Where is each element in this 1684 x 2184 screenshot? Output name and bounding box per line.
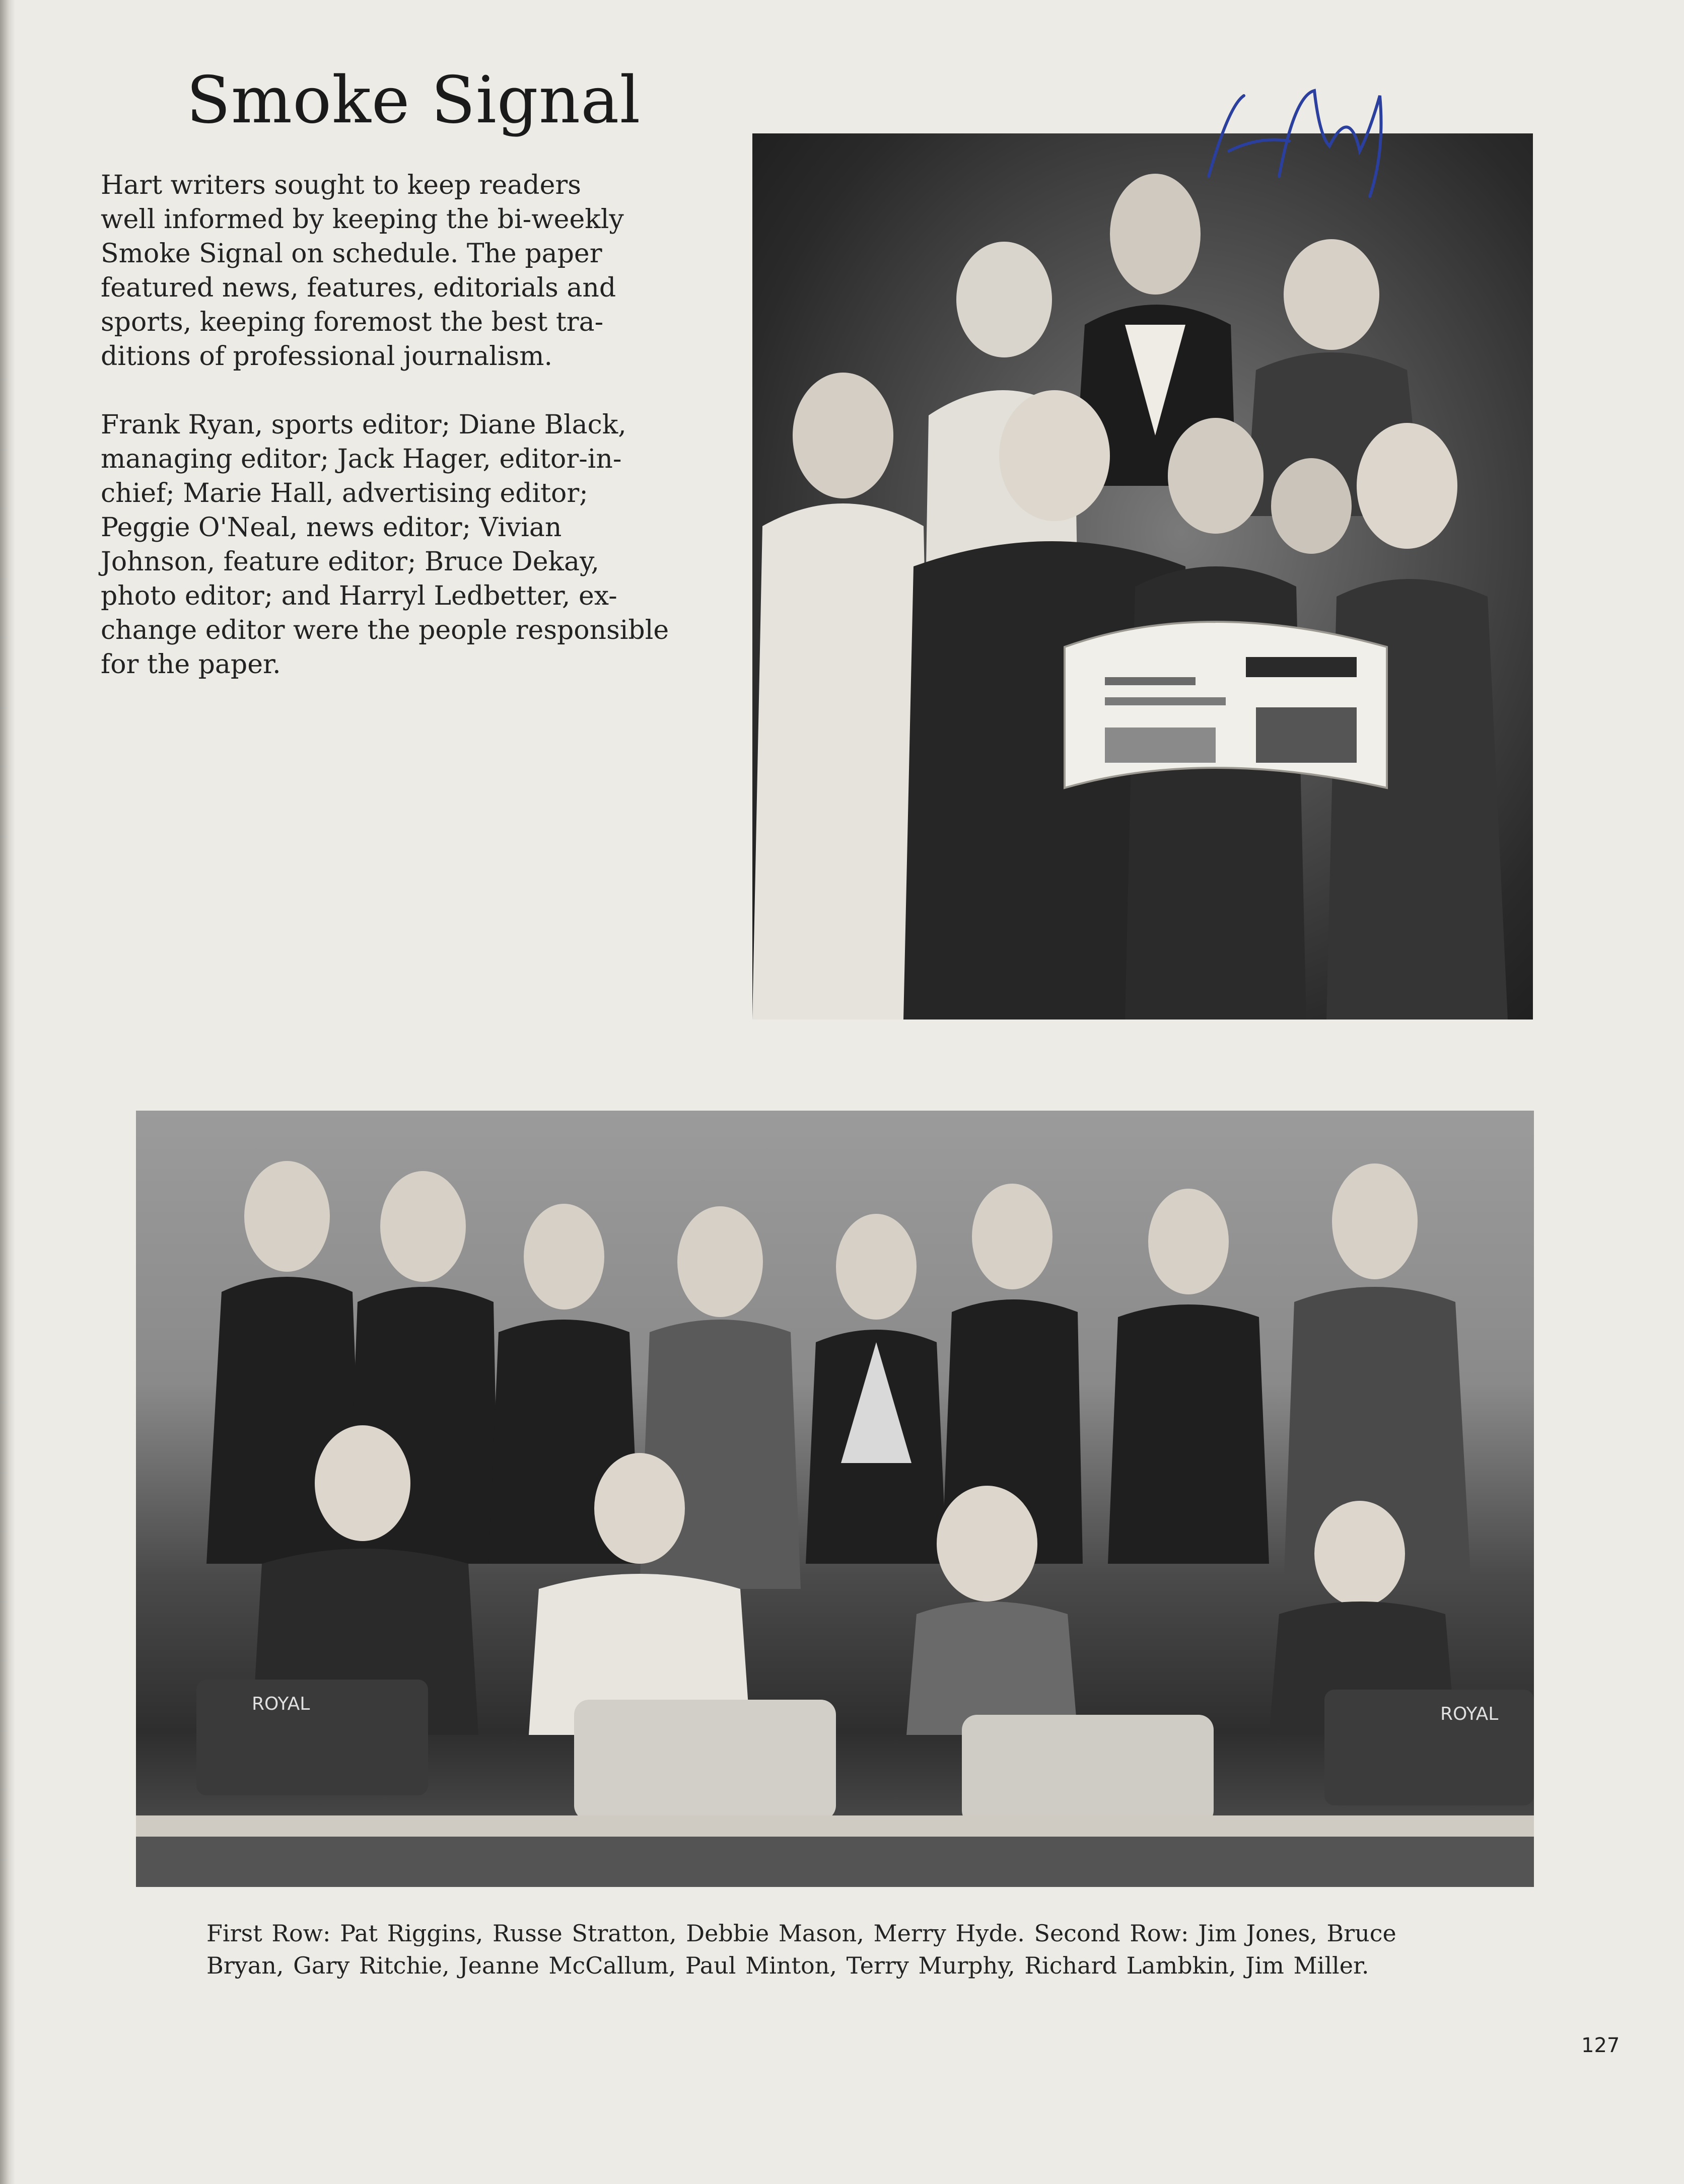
photo-caption (206, 1917, 1476, 1982)
staff-paragraph (101, 408, 690, 682)
intro-paragraph (101, 168, 690, 374)
typewriter-brand-label: ROYAL (1440, 1704, 1499, 1724)
staff-line: Johnson, feature editor; Bruce Dekay, (101, 547, 600, 577)
editors-group-photo (752, 133, 1533, 1020)
staff-photo-illustration (136, 1111, 1534, 1887)
page-number: 127 (1581, 2034, 1620, 2057)
intro-line: featured news, features, editorials and (101, 273, 616, 303)
caption-line: Bryan, Gary Ritchie, Jeanne McCallum, Paul Minton, Terry Murphy, Richard Lambkin, Jim Miller. (206, 1952, 1369, 1979)
intro-line: sports, keeping foremost the best tra- (101, 307, 604, 337)
typewriter-brand-label: ROYAL (252, 1694, 310, 1714)
staff-line: for the paper. (101, 649, 281, 680)
staff-line: Peggie O'Neal, news editor; Vivian (101, 513, 562, 543)
caption-line: First Row: Pat Riggins, Russe Stratton, Debbie Mason, Merry Hyde. Second Row: Jim Jones, Bruce (206, 1920, 1396, 1947)
editors-photo-illustration (752, 133, 1533, 1020)
page-title: Smoke Signal (186, 63, 641, 138)
intro-line: Hart writers sought to keep readers (101, 170, 581, 200)
staff-line: managing editor; Jack Hager, editor-in- (101, 444, 622, 474)
intro-line: well informed by keeping the bi-weekly (101, 204, 624, 235)
staff-line: Frank Ryan, sports editor; Diane Black, (101, 410, 626, 440)
staff-typewriters-photo (136, 1111, 1534, 1887)
intro-line: ditions of professional journalism. (101, 341, 553, 372)
staff-line: photo editor; and Harryl Ledbetter, ex- (101, 581, 617, 611)
intro-line: Smoke Signal on schedule. The paper (101, 239, 602, 269)
staff-line: change editor were the people responsible (101, 615, 669, 645)
handwritten-signature (1199, 76, 1400, 216)
page-binding-edge (0, 0, 15, 2184)
staff-line: chief; Marie Hall, advertising editor; (101, 478, 588, 508)
